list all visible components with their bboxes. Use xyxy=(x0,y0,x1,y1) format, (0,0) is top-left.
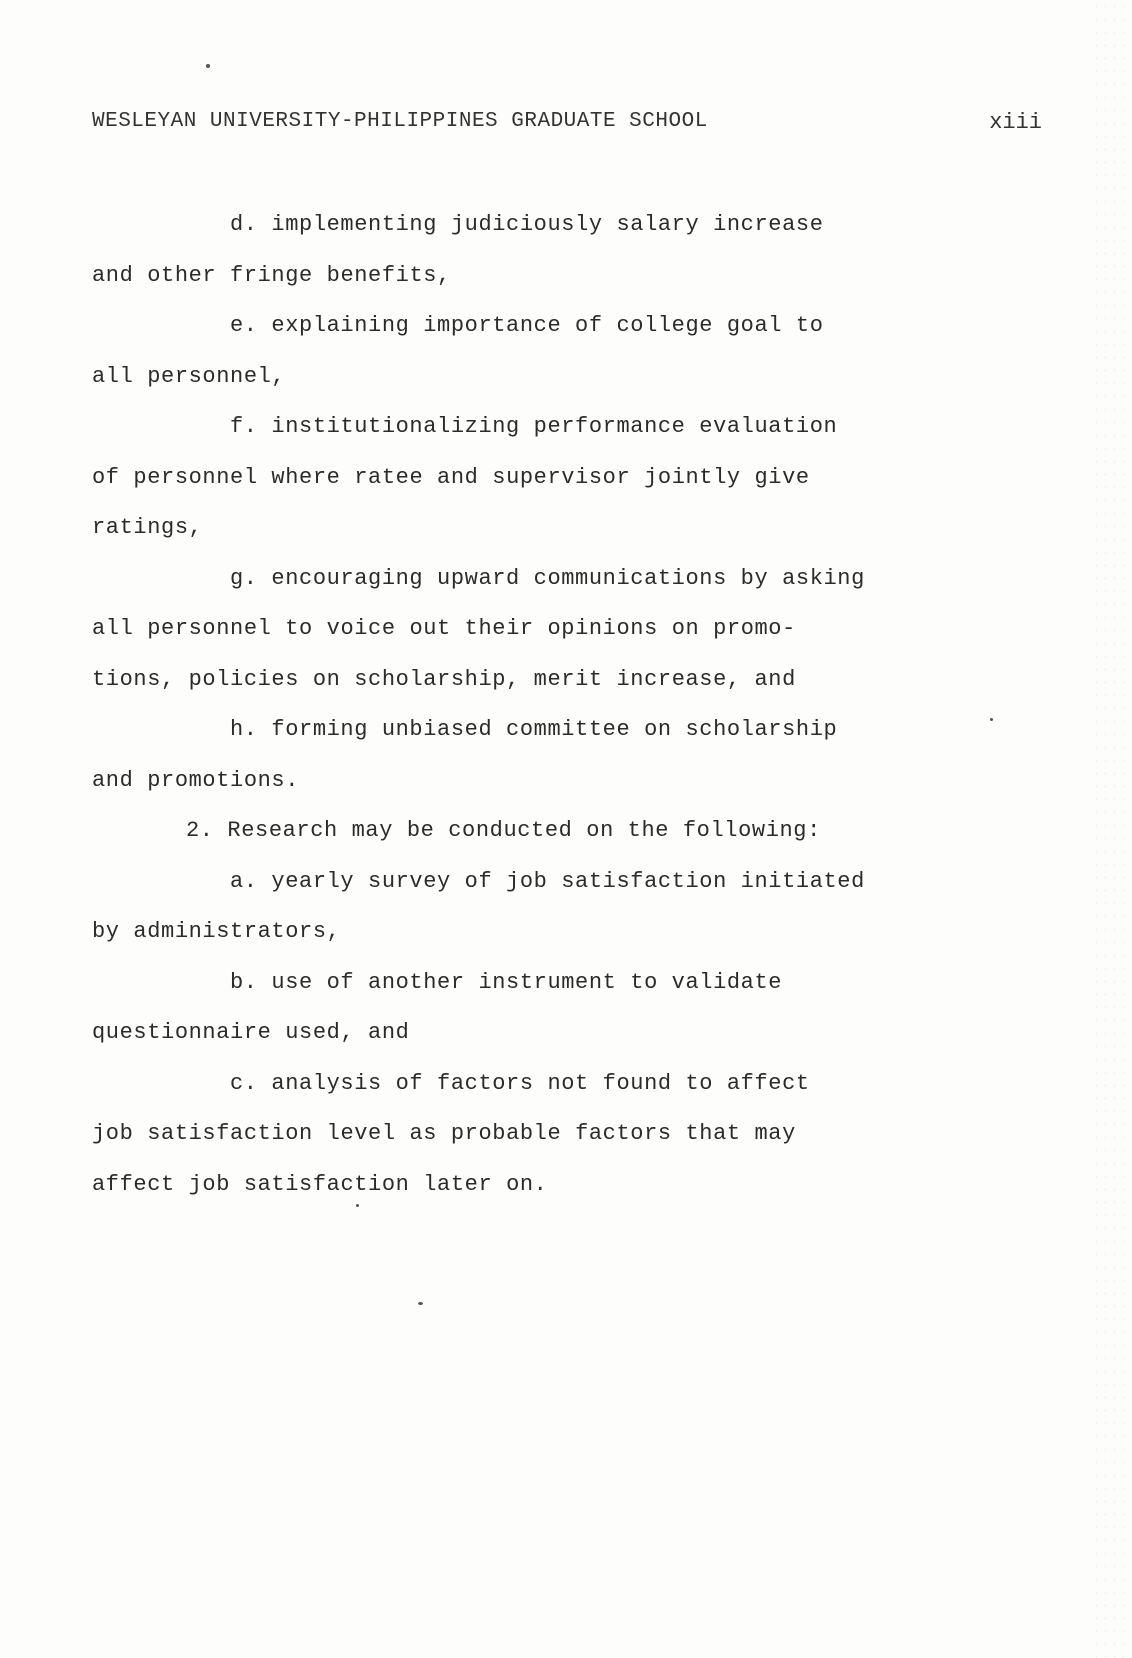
header-title: WESLEYAN UNIVERSITY-PHILIPPINES GRADUATE SCHOOL xyxy=(92,110,708,133)
body-line: e. explaining importance of college goal to xyxy=(230,313,824,338)
body-line: all personnel to voice out their opinions on promo- xyxy=(92,616,796,641)
body-line: 2. Research may be conducted on the following: xyxy=(186,818,821,843)
body-line: f. institutionalizing performance evaluation xyxy=(230,414,838,439)
body-line: of personnel where ratee and supervisor jointly give xyxy=(92,464,810,490)
page-number: xiii xyxy=(989,110,1042,135)
body-line: affect job satisfaction later on. xyxy=(92,1171,548,1197)
body-line: h. forming unbiased committee on scholarship xyxy=(230,717,838,742)
body-line: ratings, xyxy=(92,515,203,540)
body-line: and promotions. xyxy=(92,767,300,793)
ink-speck xyxy=(990,718,993,721)
ink-speck xyxy=(206,64,210,68)
body-line: by administrators, xyxy=(92,919,341,944)
scan-noise xyxy=(1092,0,1132,1658)
body-line: job satisfaction level as probable factors that may xyxy=(92,1121,796,1146)
body-line: c. analysis of factors not found to affect xyxy=(230,1070,810,1096)
body-line: d. implementing judiciously salary increase xyxy=(230,212,824,237)
body-line: tions, policies on scholarship, merit increase, and xyxy=(92,666,796,692)
ink-speck xyxy=(418,1302,423,1305)
page-header xyxy=(92,110,1042,142)
body-text xyxy=(92,200,972,1210)
ink-speck xyxy=(356,1204,359,1207)
body-line: questionnaire used, and xyxy=(92,1020,410,1045)
body-line: g. encouraging upward communications by asking xyxy=(230,565,865,591)
body-line: all personnel, xyxy=(92,363,286,389)
body-line: b. use of another instrument to validate xyxy=(230,969,783,995)
body-line: a. yearly survey of job satisfaction initiated xyxy=(230,868,865,894)
body-line: and other fringe benefits, xyxy=(92,262,451,288)
